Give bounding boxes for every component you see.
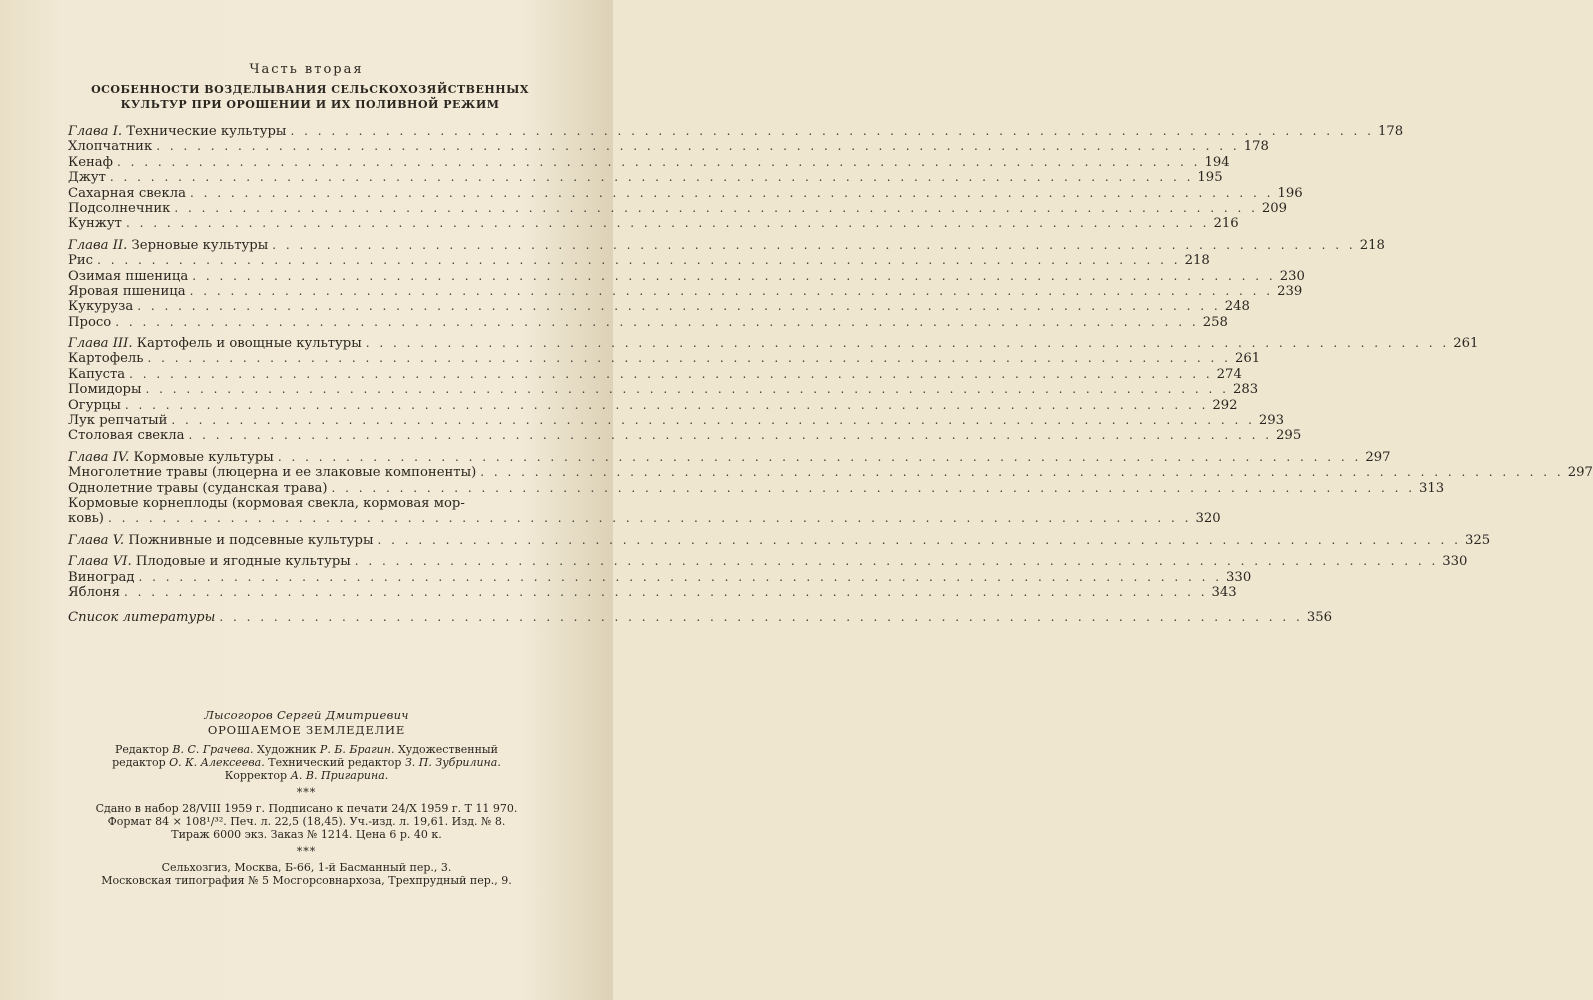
toc-literature xyxy=(68,610,1332,626)
page-number: 295 xyxy=(1276,428,1302,444)
leader-dots: . . . . . . . . . . . . . . . . . . . . . . . . . . . . . . . . . . . . . . . . . . . . . . . . . . . . . . . . . . . . . . . . . . . . . . . . . . . . . . . . xyxy=(125,216,1210,231)
credits-name: З. П. Зубрилина. xyxy=(404,756,501,769)
page-number: 293 xyxy=(1258,413,1285,429)
entry-title: Картофель xyxy=(68,351,144,367)
entry-title: Рис xyxy=(68,253,94,269)
chapter-label: Глава III. xyxy=(68,336,133,352)
chapter-title: Пожнивные и подсевные культуры xyxy=(128,532,374,548)
page-number: 248 xyxy=(1224,299,1250,315)
credits-line xyxy=(0,743,613,756)
page-number: 178 xyxy=(1377,124,1404,139)
leader-dots: . . . . . . . . . . . . . . . . . . . . . . . . . . . . . . . . . . . . . . . . . . . . . . . . . . . . . . . . . . . . . . . . . . . . . . . . . . . . . . . . xyxy=(480,465,1564,480)
chapter-title: Плодовые и ягодные культуры xyxy=(135,554,351,570)
page-number: 178 xyxy=(1243,139,1269,155)
part-subtitle-line: ОСОБЕННОСТИ ВОЗДЕЛЫВАНИЯ СЕЛЬСКОХОЗЯЙСТВЕННЫХ xyxy=(91,83,529,96)
entry-title: Яблоня xyxy=(68,584,121,600)
toc-chapter-3 xyxy=(68,336,1479,352)
page-number: 297 xyxy=(1567,465,1593,481)
leader-dots: . . . . . . . . . . . . . . . . . . . . . . . . . . . . . . . . . . . . . . . . . . . . . . . . . . . . . . . . . . . . . . . . . . . . . . . . . . . . . . . . xyxy=(377,532,1461,547)
entry-title: Столовая свекла xyxy=(68,428,185,444)
part-title: Часть вторая xyxy=(249,62,364,77)
toc-entry xyxy=(68,584,1237,600)
leader-dots: . . . . . . . . . . . . . . . . . . . . . . . . . . . . . . . . . . . . . . . . . . . . . . . . . . . . . . . . . . . . . . . . . . . . . . . . . . . . . . . . xyxy=(365,336,1450,351)
leader-dots: . . . . . . . . . . . . . . . . . . . . . . . . . . . . . . . . . . . . . . . . . . . . . . . . . . . . . . . . . . . . . . . . . . . . . . . . . . . . . . . . xyxy=(219,610,1303,625)
chapter-label: Глава I. xyxy=(68,124,123,139)
leader-dots: . . . . . . . . . . . . . . . . . . . . . . . . . . . . . . . . . . . . . . . . . . . . . . . . . . . . . . . . . . . . . . . . . . . . . . . . . . . . . . . . xyxy=(129,366,1213,381)
leader-dots: . . . . . . . . . . . . . . . . . . . . . . . . . . . . . . . . . . . . . . . . . . . . . . . . . . . . . . . . . . . . . . . . . . . . . . . . . . . . . . . . xyxy=(109,170,1194,185)
entry-title: Многолетние травы (люцерна и ее злаковые компоненты) xyxy=(68,465,477,481)
leader-dots: . . . . . . . . . . . . . . . . . . . . . . . . . . . . . . . . . . . . . . . . . . . . . . . . . . . . . . . . . . . . . . . . . . . . . . . . . . . . . . . . xyxy=(115,314,1199,329)
entry-title: Яровая пшеница xyxy=(68,283,186,299)
page-number: 216 xyxy=(1213,216,1239,232)
toc-entry xyxy=(68,154,1230,170)
credits-line xyxy=(0,769,613,782)
credits-text: Художественный xyxy=(394,743,498,756)
credits-name: Р. Б. Брагин. xyxy=(319,743,395,756)
entry-title: Хлопчатник xyxy=(68,139,153,155)
chapter-label: Глава IV. xyxy=(68,449,130,465)
toc-chapter-4 xyxy=(68,449,1391,465)
page-number: 313 xyxy=(1419,480,1445,496)
toc-entry xyxy=(68,170,1223,186)
print-line: Тираж 6000 экз. Заказ № 1214. Цена 6 р. 40 к. xyxy=(171,828,442,841)
toc-entry xyxy=(68,351,1261,367)
toc-entry-continued xyxy=(68,511,1221,527)
imprint xyxy=(0,708,613,887)
page-number: 283 xyxy=(1232,382,1259,398)
leader-dots: . . . . . . . . . . . . . . . . . . . . . . . . . . . . . . . . . . . . . . . . . . . . . . . . . . . . . . . . . . . . . . . . . . . . . . . . . . . . . . . . xyxy=(189,185,1274,200)
toc-entry xyxy=(68,283,1303,299)
entry-title: Виноград xyxy=(68,569,135,585)
leader-dots: . . . . . . . . . . . . . . . . . . . . . . . . . . . . . . . . . . . . . . . . . . . . . . . . . . . . . . . . . . . . . . . . . . . . . . . . . . . . . . . . xyxy=(188,428,1273,443)
page-number: 261 xyxy=(1453,336,1479,352)
toc-chapter-2 xyxy=(68,237,1385,253)
print-line: Формат 84 × 108¹/³². Печ. л. 22,5 (18,45). Уч.-изд. л. 19,61. Изд. № 8. xyxy=(107,815,506,828)
toc-entry xyxy=(68,382,1259,398)
page-number: 274 xyxy=(1216,366,1242,382)
leader-dots: . . . . . . . . . . . . . . . . . . . . . . . . . . . . . . . . . . . . . . . . . . . . . . . . . . . . . . . . . . . . . . . . . . . . . . . . . . . . . . . . xyxy=(189,283,1274,298)
leader-dots: . . . . . . . . . . . . . . . . . . . . . . . . . . . . . . . . . . . . . . . . . . . . . . . . . . . . . . . . . . . . . . . . . . . . . . . . . . . . . . . . xyxy=(174,200,1258,215)
chapter-label: Глава V. xyxy=(68,532,125,548)
entry-title: Однолетние травы (суданская трава) xyxy=(68,480,328,496)
leader-dots: . . . . . . . . . . . . . . . . . . . . . . . . . . . . . . . . . . . . . . . . . . . . . . . . . . . . . . . . . . . . . . . . . . . . . . . . . . . . . . . . xyxy=(171,413,1255,428)
page-number: 230 xyxy=(1279,268,1305,284)
credits-text: Корректор xyxy=(224,769,291,782)
chapter-title: Зерновые культуры xyxy=(131,237,269,253)
page-number: 239 xyxy=(1277,283,1303,299)
separator-stars: *** xyxy=(296,845,317,858)
credits-name: А. В. Пригарина. xyxy=(290,769,389,782)
page-number: 343 xyxy=(1211,584,1237,600)
literature-title: Список литературы xyxy=(68,610,216,626)
imprint-credits xyxy=(0,743,613,782)
entry-title: Кукуруза xyxy=(68,299,134,315)
entry-title: Подсолнечник xyxy=(68,200,171,216)
publisher-line: Сельхозгиз, Москва, Б-66, 1-й Басманный пер., 3. xyxy=(161,861,452,874)
entry-title: Кунжут xyxy=(68,216,122,232)
page-number: 195 xyxy=(1197,170,1223,186)
credits-name: В. С. Грачева. xyxy=(172,743,254,756)
page-number: 325 xyxy=(1464,532,1491,548)
print-line: Сдано в набор 28/VIII 1959 г. Подписано к печати 24/X 1959 г. Т 11 970. xyxy=(95,802,518,815)
page-number: 258 xyxy=(1202,314,1228,330)
entry-title: Джут xyxy=(68,170,106,186)
toc-entry xyxy=(68,216,1239,232)
leader-dots: . . . . . . . . . . . . . . . . . . . . . . . . . . . . . . . . . . . . . . . . . . . . . . . . . . . . . . . . . . . . . . . . . . . . . . . . . . . . . . . . xyxy=(290,124,1374,138)
leader-dots: . . . . . . . . . . . . . . . . . . . . . . . . . . . . . . . . . . . . . . . . . . . . . . . . . . . . . . . . . . . . . . . . . . . . . . . . . . . . . . . . xyxy=(277,449,1362,464)
credits-text: Художник xyxy=(253,743,320,756)
page-number: 209 xyxy=(1261,200,1288,216)
leader-dots: . . . . . . . . . . . . . . . . . . . . . . . . . . . . . . . . . . . . . . . . . . . . . . . . . . . . . . . . . . . . . . . . . . . . . . . . . . . . . . . . xyxy=(354,554,1439,569)
entry-title: Капуста xyxy=(68,366,126,382)
toc-chapter-1 xyxy=(68,124,1404,139)
imprint-author: Лысогоров Сергей Дмитриевич xyxy=(204,708,409,722)
leader-dots: . . . . . . . . . . . . . . . . . . . . . . . . . . . . . . . . . . . . . . . . . . . . . . . . . . . . . . . . . . . . . . . . . . . . . . . . . . . . . . . . xyxy=(137,299,1221,314)
leader-dots: . . . . . . . . . . . . . . . . . . . . . . . . . . . . . . . . . . . . . . . . . . . . . . . . . . . . . . . . . . . . . . . . . . . . . . . . . . . . . . . . xyxy=(116,154,1201,169)
entry-title: Озимая пшеница xyxy=(68,268,189,284)
leader-dots: . . . . . . . . . . . . . . . . . . . . . . . . . . . . . . . . . . . . . . . . . . . . . . . . . . . . . . . . . . . . . . . . . . . . . . . . . . . . . . . . xyxy=(145,382,1229,397)
entry-title: Кормовые корнеплоды (кормовая свекла, кормовая мор- xyxy=(68,495,465,511)
toc-entry xyxy=(68,428,1302,444)
credits-text: Редактор xyxy=(115,743,173,756)
leader-dots: . . . . . . . . . . . . . . . . . . . . . . . . . . . . . . . . . . . . . . . . . . . . . . . . . . . . . . . . . . . . . . . . . . . . . . . . . . . . . . . . xyxy=(97,253,1181,268)
page-number: 196 xyxy=(1277,185,1303,201)
toc-entry xyxy=(68,569,1252,585)
credits-line xyxy=(0,756,613,769)
leader-dots: . . . . . . . . . . . . . . . . . . . . . . . . . . . . . . . . . . . . . . . . . . . . . . . . . . . . . . . . . . . . . . . . . . . . . . . . . . . . . . . . xyxy=(272,237,1356,252)
toc-entry xyxy=(68,268,1305,284)
chapter-label: Глава II. xyxy=(68,237,128,253)
leader-dots: . . . . . . . . . . . . . . . . . . . . . . . . . . . . . . . . . . . . . . . . . . . . . . . . . . . . . . . . . . . . . . . . . . . . . . . . . . . . . . . . xyxy=(192,268,1276,283)
entry-title: Сахарная свекла xyxy=(68,185,186,201)
page-number: 356 xyxy=(1306,610,1332,626)
publisher-line: Московская типография № 5 Мосгорсовнархоза, Трехпрудный пер., 9. xyxy=(101,874,512,887)
entry-title: Просо xyxy=(68,314,112,330)
toc-entry xyxy=(68,139,1269,155)
credits-text: Технический редактор xyxy=(264,756,405,769)
toc-entry xyxy=(68,314,1228,330)
chapter-title: Картофель и овощные культуры xyxy=(136,336,362,352)
page-number: 218 xyxy=(1359,237,1385,253)
chapter-title: Технические культуры xyxy=(126,124,287,139)
credits-text: редактор xyxy=(112,756,170,769)
chapter-label: Глава VI. xyxy=(68,554,132,570)
leader-dots: . . . . . . . . . . . . . . . . . . . . . . . . . . . . . . . . . . . . . . . . . . . . . . . . . . . . . . . . . . . . . . . . . . . . . . . . . . . . . . . . xyxy=(124,584,1208,599)
entry-title: ковь) xyxy=(68,511,104,527)
page-number: 261 xyxy=(1234,351,1261,367)
table-of-contents xyxy=(68,124,1593,626)
toc-entry xyxy=(68,496,583,511)
page-number: 292 xyxy=(1212,397,1238,413)
toc-entry xyxy=(68,465,1593,481)
part-subtitle-line: КУЛЬТУР ПРИ ОРОШЕНИИ И ИХ ПОЛИВНОЙ РЕЖИМ xyxy=(120,98,500,111)
page-number: 194 xyxy=(1204,154,1230,170)
toc-entry xyxy=(68,480,1445,496)
chapter-title: Кормовые культуры xyxy=(133,449,274,465)
entry-title: Огурцы xyxy=(68,397,121,413)
leader-dots: . . . . . . . . . . . . . . . . . . . . . . . . . . . . . . . . . . . . . . . . . . . . . . . . . . . . . . . . . . . . . . . . . . . . . . . . . . . . . . . . xyxy=(107,511,1192,526)
toc-chapter-5 xyxy=(68,532,1491,548)
toc-entry xyxy=(68,366,1242,382)
toc-entry xyxy=(68,200,1288,216)
imprint-print-info xyxy=(0,802,613,841)
toc-entry xyxy=(68,253,1210,269)
imprint-publisher xyxy=(0,861,613,887)
entry-title: Лук репчатый xyxy=(68,413,168,429)
leader-dots: . . . . . . . . . . . . . . . . . . . . . . . . . . . . . . . . . . . . . . . . . . . . . . . . . . . . . . . . . . . . . . . . . . . . . . . . . . . . . . . . xyxy=(331,480,1416,495)
page-number: 320 xyxy=(1195,511,1221,527)
entry-title: Помидоры xyxy=(68,382,142,398)
page-number: 330 xyxy=(1442,554,1468,570)
toc-entry xyxy=(68,185,1303,201)
leader-dots: . . . . . . . . . . . . . . . . . . . . . . . . . . . . . . . . . . . . . . . . . . . . . . . . . . . . . . . . . . . . . . . . . . . . . . . . . . . . . . . . xyxy=(147,351,1231,366)
toc-entry xyxy=(68,299,1250,315)
toc-entry xyxy=(68,397,1238,413)
page-number: 218 xyxy=(1184,253,1210,269)
toc-entry xyxy=(68,413,1285,429)
page-number: 330 xyxy=(1226,569,1252,585)
imprint-book-title: ОРОШАЕМОЕ ЗЕМЛЕДЕЛИЕ xyxy=(207,723,406,737)
leader-dots: . . . . . . . . . . . . . . . . . . . . . . . . . . . . . . . . . . . . . . . . . . . . . . . . . . . . . . . . . . . . . . . . . . . . . . . . . . . . . . . . xyxy=(156,139,1240,154)
leader-dots: . . . . . . . . . . . . . . . . . . . . . . . . . . . . . . . . . . . . . . . . . . . . . . . . . . . . . . . . . . . . . . . . . . . . . . . . . . . . . . . . xyxy=(138,569,1223,584)
credits-name: О. К. Алексеева. xyxy=(169,756,265,769)
toc-chapter-6 xyxy=(68,554,1468,570)
page-number: 297 xyxy=(1365,449,1391,465)
entry-title: Кенаф xyxy=(68,154,113,170)
separator-stars: *** xyxy=(296,786,317,799)
part-subtitle xyxy=(90,82,530,112)
leader-dots: . . . . . . . . . . . . . . . . . . . . . . . . . . . . . . . . . . . . . . . . . . . . . . . . . . . . . . . . . . . . . . . . . . . . . . . . . . . . . . . . xyxy=(124,397,1209,412)
